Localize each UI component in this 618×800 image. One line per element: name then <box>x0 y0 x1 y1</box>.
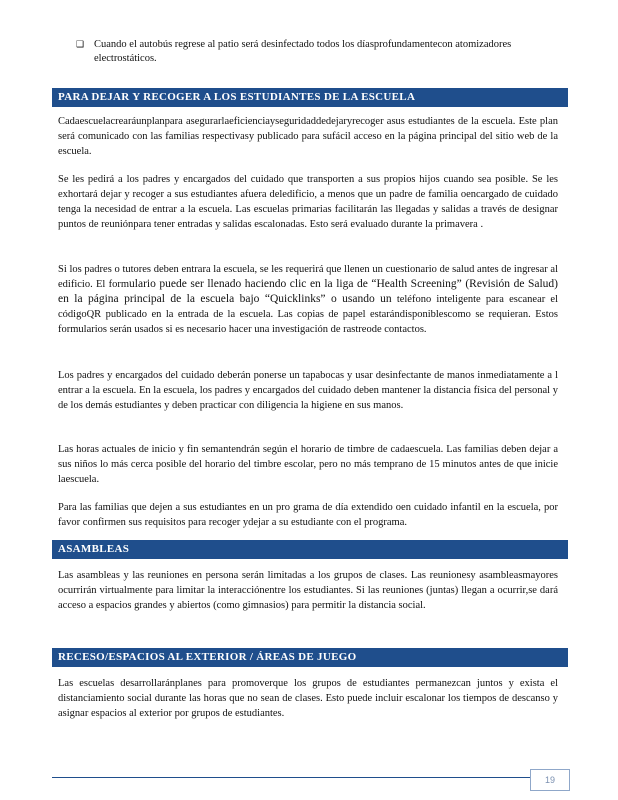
paragraph: Las horas actuales de inicio y fin semantendrán según el horario de timbre de cadaescuela. Las familias deben dejar a sus niños lo más cerca posible del horario del timbre escolar, pero no más temprano de 15 minutos antes de que inicie laescuela. <box>58 444 558 485</box>
paragraph: Los padres y encargados del cuidado deberán ponerse un tapabocas y usar desinfectante de manos inmediatamente a l entrar a la escuela. En la escuela, los padres y encargados del cuidado deben mantener la distancia física del personal y de los demás estudiantes y deben practicar con diligencia la higiene en sus manos. <box>58 370 558 411</box>
bullet-text: Cuando el autobús regrese al patio será desinfectado todos los díasprofundamentecon atomizadores electrostáticos. <box>94 39 512 64</box>
square-bullet-icon: ❑ <box>76 40 85 50</box>
section-heading-assemblies: ASAMBLEAS <box>52 540 568 559</box>
paragraph: Para las familias que dejen a sus estudiantes en un pro grama de día extendido oen cuidado infantil en la escuela, por favor confirmen sus requisitos para recoger ydejar a su estudiante con el programa. <box>58 502 558 528</box>
paragraph: Se les pedirá a los padres y encargados del cuidado que transporten a sus propios hijos cuando sea posible. Se les exhortará dejar y recoger a sus estudiantes afuera deledificio, a menos que un padre de familia oencargado de cuidado tenga la necesidad de entrar a la escuela. Las escuelas primarias facilitarán las llegadas y salidas a través de designar puntos de reuniónpara tener entradas y salidas escalonadas. Esto será evaluado durante la primavera . <box>58 174 558 230</box>
paragraph: Cadaescuelacrearáunplanpara asegurarlaeficienciayseguridaddedejaryrecoger asus estudiantes de la escuela. Este plan será comunicado con las familias respectivasy publicado para sufácil acceso en la página principal del sitio web de la escuela. <box>58 116 558 157</box>
page-number: 19 <box>530 769 570 791</box>
paragraph-run-large: ulario puede ser llenado haciendo clic en la liga de “Health Screening” (Revisión de Salud) en la página principal de la escuela bajo “Quicklinks” o usando un <box>58 278 559 305</box>
bullet-item <box>76 38 546 66</box>
section-heading-drop-off-pickup: PARA DEJAR Y RECOGER A LOS ESTUDIANTES DE LA ESCUELA <box>52 88 568 107</box>
paragraph-run: teléfono inteligente para escanear el códigoQR publicado en la entrada de la escuela. Las copias de papel estarándisponiblescomo se requieran. Estos formularios serán usados si es necesario hacer una investigación de rastreode contactos. <box>58 294 559 335</box>
section-heading-recess: RECESO/ESPACIOS AL EXTERIOR / ÁREAS DE JUEGO <box>52 648 568 667</box>
paragraph <box>58 262 558 337</box>
footer-rule <box>52 777 568 778</box>
paragraph: Las escuelas desarrollaránplanes para promoverque los grupos de estudiantes permanezcan juntos y exista el distanciamiento social durante las horas que no sean de clases. Esto puede incluir escalonar los tiempos de descanso y asignar espacios al exterior por grupos de estudiantes. <box>58 678 558 719</box>
paragraph-run: Si los padres o tutores deben entrara la escuela, se les requerirá que llenen un cuestionario de salud antes de ingresar al edificio. El form <box>58 264 558 290</box>
paragraph: Las asambleas y las reuniones en persona serán limitadas a los grupos de clases. Las reunionesy asambleasmayores ocurrirán virtualmente para limitar la interacciónentre los estudiantes. Si las reuniones (juntas) llegan a ocurrir,se dará acceso a espacios grandes y abiertos (como gimnasios) para permitir la distancia social. <box>58 570 558 611</box>
